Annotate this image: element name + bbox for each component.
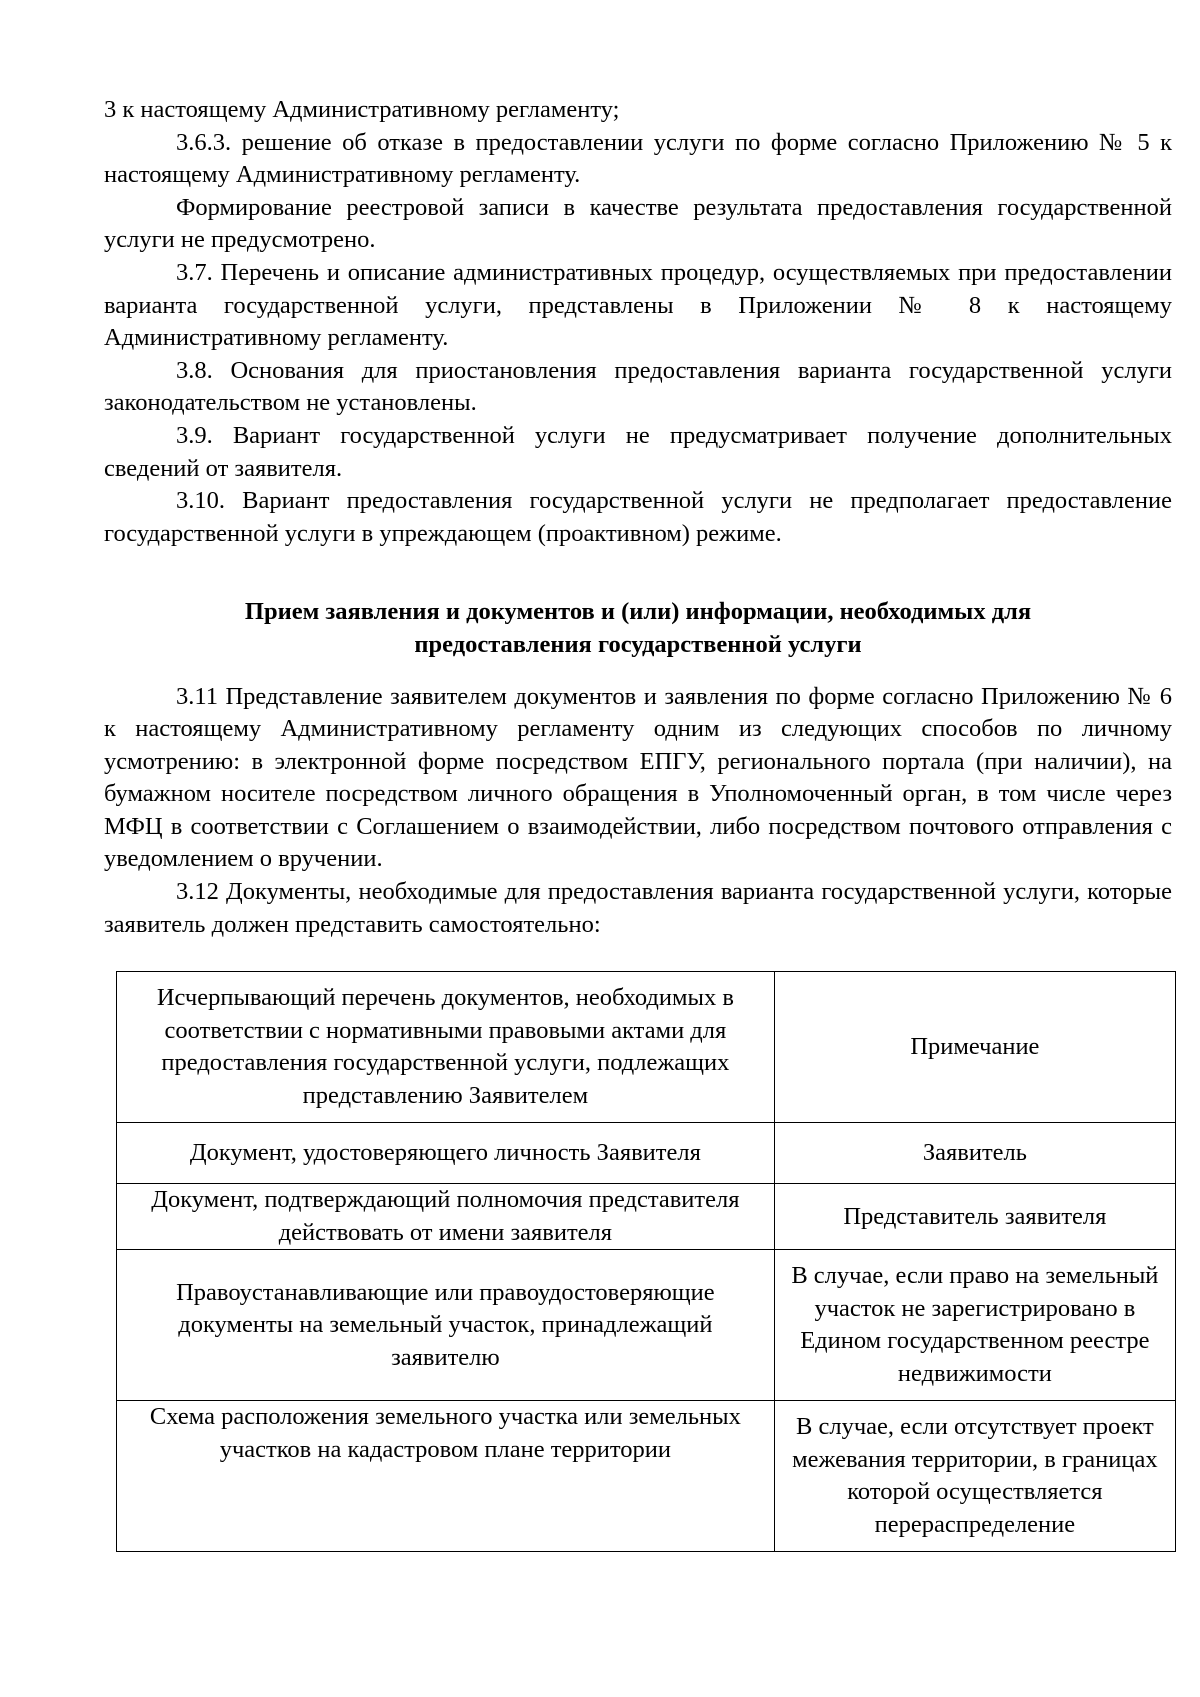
paragraph-3-12: 3.12 Документы, необходимые для предоставления варианта государственной услуги, которые заявитель должен представить самостоятельно: (104, 878, 1172, 938)
paragraph-registry-record: Формирование реестровой записи в качестве результата предоставления государственной услуги не предусмотрено. (104, 193, 1172, 254)
table-header-row (117, 972, 1176, 1123)
paragraph-3-11: 3.11 Представление заявителем документов и заявления по форме согласно Приложению № 6 к настоящему Административному регламенту одним из следующих способов по личному усмотрению: в электронной форме посредством ЕПГУ, регионального портала (при наличии), на бумажном носителе посредством личного обращения в Уполномоченный орган, в том числе через МФЦ в соответствии с Соглашением о взаимодействии, либо посредством почтового отправления с уведомлением о вручении. (104, 682, 1172, 873)
paragraph-3-7: 3.7. Перечень и описание административных процедур, осуществляемых при предоставлении варианта государственной услуги, представлены в Приложении № 8 к настоящему Административному регламенту. (104, 258, 1172, 352)
document-page (104, 94, 1172, 1552)
paragraph-3-9: 3.9. Вариант государственной услуги не предусматривает получение дополнительных сведений от заявителя. (104, 421, 1172, 482)
table-cell-document: Документ, подтверждающий полномочия представителя действовать от имени заявителя (117, 1184, 775, 1250)
table-row (117, 1401, 1176, 1552)
paragraph-3-8: 3.8. Основания для приостановления предоставления варианта государственной услуги законодательством не установлены. (104, 356, 1172, 417)
table-row (117, 1184, 1176, 1250)
paragraph-3-6-3: 3.6.3. решение об отказе в предоставлении услуги по форме согласно Приложению № 5 к настоящему Административному регламенту. (104, 128, 1172, 189)
table-cell-document: Схема расположения земельного участка или земельных участков на кадастровом плане территории (117, 1401, 775, 1552)
table-cell-note: Представитель заявителя (774, 1184, 1175, 1250)
table-cell-note: В случае, если право на земельный участок не зарегистрировано в Едином государственном реестре недвижимости (774, 1250, 1175, 1401)
table-header-note: Примечание (774, 972, 1175, 1123)
table-header-documents: Исчерпывающий перечень документов, необходимых в соответствии с нормативными правовыми актами для предоставления государственной услуги, подлежащих представлению Заявителем (117, 972, 775, 1123)
section-heading (104, 596, 1172, 661)
table-cell-note: В случае, если отсутствует проект межевания территории, в границах которой осуществляется перераспределение (774, 1401, 1175, 1552)
table-cell-document: Документ, удостоверяющего личность Заявителя (117, 1123, 775, 1184)
paragraph-continuation: 3 к настоящему Административному регламенту; (104, 96, 620, 123)
table-row (117, 1250, 1176, 1401)
paragraph-3-10: 3.10. Вариант предоставления государственной услуги не предполагает предоставление государственной услуги в упреждающем (проактивном) режиме. (104, 487, 1172, 547)
section-heading-line-2: предоставления государственной услуги (414, 630, 862, 658)
table-cell-note: Заявитель (774, 1123, 1175, 1184)
documents-table (116, 971, 1176, 1552)
table-cell-document: Правоустанавливающие или правоудостоверяющие документы на земельный участок, принадлежащий заявителю (117, 1250, 775, 1401)
section-heading-line-1: Прием заявления и документов и (или) информации, необходимых для (244, 598, 1032, 626)
table-row (117, 1123, 1176, 1184)
